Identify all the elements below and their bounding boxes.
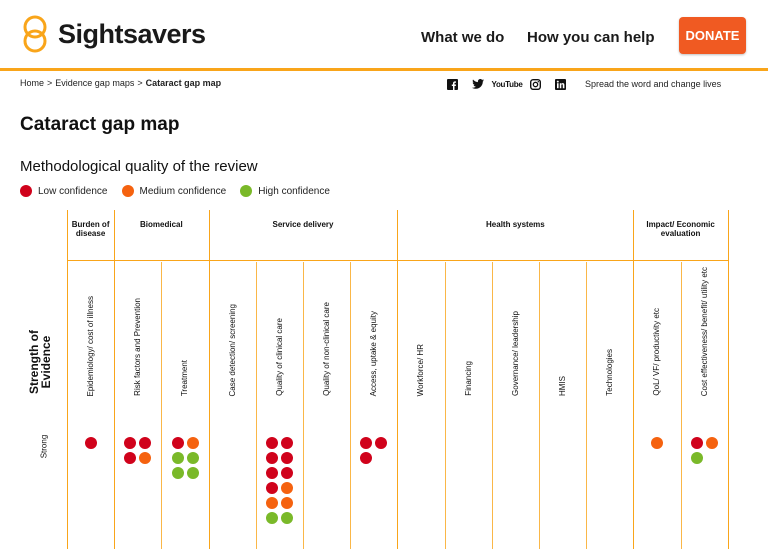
legend-label-high: High confidence: [258, 185, 330, 197]
category-header: Service delivery: [272, 220, 334, 229]
evidence-dot-low[interactable]: [281, 467, 293, 479]
evidence-dot-medium[interactable]: [651, 437, 663, 449]
category-divider: [728, 210, 729, 549]
subcategory-header: [114, 266, 161, 396]
evidence-dot-high[interactable]: [187, 467, 199, 479]
evidence-dot-medium[interactable]: [187, 437, 199, 449]
donate-button[interactable]: DONATE: [679, 17, 746, 54]
subcategory-label: Technologies: [605, 349, 615, 396]
legend-low-confidence: [20, 185, 108, 197]
evidence-dot-low[interactable]: [266, 452, 278, 464]
evidence-dot-high[interactable]: [266, 512, 278, 524]
subcategory-label: HMIS: [558, 376, 567, 396]
evidence-dot-high[interactable]: [281, 512, 293, 524]
subcategory-label: Cost effectiveness/ benefit/ utility etc: [699, 266, 709, 396]
evidence-dot-low[interactable]: [172, 437, 184, 449]
evidence-cell[interactable]: [172, 437, 199, 479]
evidence-cell[interactable]: [691, 437, 718, 464]
nav-how-you-can-help[interactable]: How you can help: [527, 29, 655, 46]
evidence-dot-low[interactable]: [691, 437, 703, 449]
share-tagline: Spread the word and change lives: [585, 79, 722, 89]
subcategory-label: QoL/ VF/ productivity etc: [652, 308, 662, 396]
legend-high-confidence: [240, 185, 330, 197]
header-divider: [0, 68, 768, 71]
legend-dot-high: [240, 185, 252, 197]
instagram-icon[interactable]: [529, 78, 541, 90]
evidence-dot-high[interactable]: [172, 467, 184, 479]
evidence-dot-low[interactable]: [266, 482, 278, 494]
evidence-dot-high[interactable]: [691, 452, 703, 464]
subcategory-header: [539, 266, 586, 396]
breadcrumb-current: Cataract gap map: [145, 78, 222, 88]
subcategory-label: Governance/ leadership: [510, 311, 520, 396]
subcategory-header: [303, 266, 350, 396]
page-title: Cataract gap map: [20, 114, 180, 135]
subcategory-label: Workforce/ HR: [416, 343, 426, 396]
row-label-strong: [34, 432, 54, 462]
evidence-cell[interactable]: [360, 437, 387, 464]
evidence-cell[interactable]: [651, 437, 663, 449]
legend-dot-low: [20, 185, 32, 197]
legend-medium-confidence: [122, 185, 227, 197]
sightsavers-logo-icon[interactable]: [20, 14, 50, 54]
subcategory-label: Risk factors and Prevention: [133, 298, 143, 396]
legend-label-medium: Medium confidence: [139, 185, 227, 197]
evidence-cell[interactable]: [124, 437, 151, 464]
evidence-dot-low[interactable]: [85, 437, 97, 449]
youtube-label: YouTube: [491, 79, 523, 89]
subcategory-header: [397, 266, 444, 396]
section-subtitle: Methodological quality of the review: [20, 158, 258, 175]
evidence-dot-low[interactable]: [266, 467, 278, 479]
subcategory-header: [256, 266, 303, 396]
subcategory-label: Epidemiology/ cost of illness: [86, 295, 95, 396]
category-header: Burden of disease: [71, 220, 110, 238]
subcategory-header: [445, 266, 492, 396]
subcategory-header: [492, 266, 539, 396]
category-header: Health systems: [486, 220, 545, 229]
brand-name[interactable]: Sightsavers: [58, 19, 206, 49]
subcategory-label: Quality of clinical care: [274, 318, 284, 396]
subcategory-label: Financing: [463, 361, 473, 396]
subcategory-header: [67, 266, 114, 396]
evidence-dot-high[interactable]: [187, 452, 199, 464]
evidence-cell[interactable]: [85, 437, 97, 449]
evidence-dot-medium[interactable]: [139, 452, 151, 464]
breadcrumb-evidence-gap-maps[interactable]: Evidence gap maps: [55, 78, 135, 88]
subcategory-header: [681, 266, 728, 396]
row-label-strong-text: Strong: [39, 434, 49, 459]
breadcrumb: [20, 78, 221, 88]
evidence-dot-medium[interactable]: [281, 482, 293, 494]
twitter-icon[interactable]: [471, 78, 484, 90]
confidence-legend: [20, 185, 344, 197]
evidence-dot-low[interactable]: [360, 437, 372, 449]
nav-what-we-do[interactable]: What we do: [421, 29, 505, 46]
evidence-dot-high[interactable]: [172, 452, 184, 464]
evidence-dot-medium[interactable]: [281, 497, 293, 509]
evidence-dot-medium[interactable]: [266, 497, 278, 509]
subcategory-label: Access, uptake & equity: [369, 310, 379, 396]
subcategory-header: [209, 266, 256, 396]
evidence-dot-low[interactable]: [281, 437, 293, 449]
category-header: Biomedical: [140, 220, 183, 229]
youtube-icon[interactable]: [491, 78, 523, 90]
subcategory-header: [161, 266, 208, 396]
category-header-rule: [67, 260, 728, 261]
breadcrumb-home[interactable]: Home: [20, 78, 45, 88]
strength-of-evidence-text: Strength of Evidence: [27, 330, 53, 394]
breadcrumb-separator: >: [137, 78, 143, 88]
site-header: [0, 0, 768, 68]
subcategory-label: Case detection/ screening: [227, 303, 237, 396]
evidence-dot-low[interactable]: [266, 437, 278, 449]
legend-label-low: Low confidence: [38, 185, 108, 197]
strength-of-evidence-axis-label: [27, 322, 53, 394]
subcategory-label: Quality of non-clinical care: [322, 302, 331, 396]
linkedin-icon[interactable]: [554, 78, 566, 90]
evidence-dot-low[interactable]: [139, 437, 151, 449]
subcategory-header: [586, 266, 633, 396]
breadcrumb-separator: >: [47, 78, 53, 88]
evidence-cell[interactable]: [266, 437, 293, 524]
category-header: Impact/ Economic evaluation: [646, 220, 715, 238]
subcategory-header: [633, 266, 680, 396]
evidence-dot-low[interactable]: [360, 452, 372, 464]
evidence-dot-low[interactable]: [124, 437, 136, 449]
subcategory-label: Treatment: [180, 359, 190, 396]
evidence-dot-low[interactable]: [124, 452, 136, 464]
evidence-dot-low[interactable]: [375, 437, 387, 449]
legend-dot-medium: [122, 185, 134, 197]
facebook-icon[interactable]: [446, 78, 458, 90]
evidence-dot-low[interactable]: [281, 452, 293, 464]
subcategory-header: [350, 266, 397, 396]
evidence-dot-medium[interactable]: [706, 437, 718, 449]
